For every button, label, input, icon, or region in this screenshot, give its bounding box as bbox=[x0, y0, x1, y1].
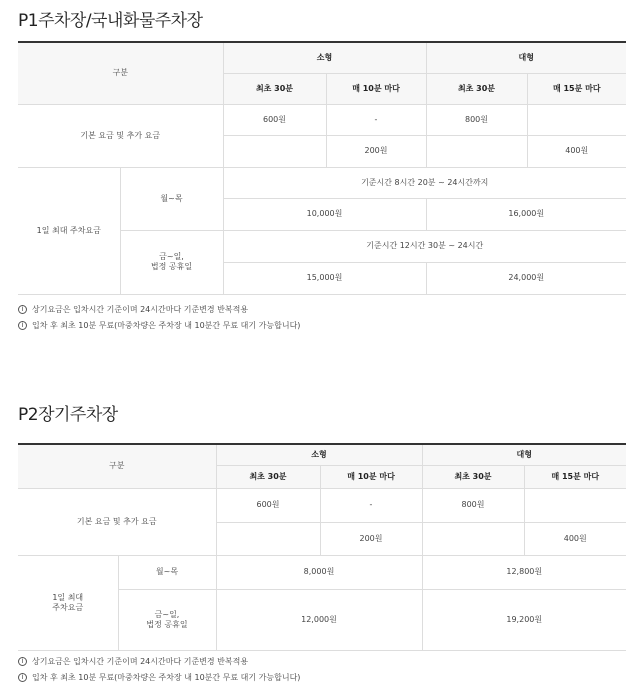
p2-notes bbox=[18, 654, 626, 686]
p1-weekday-label: 월~목 bbox=[120, 167, 223, 230]
p1-weekend-small: 15,000원 bbox=[223, 262, 426, 294]
p2-base-small-first: 600원 bbox=[216, 488, 320, 522]
p2-header-small-first30: 최초 30분 bbox=[216, 465, 320, 488]
p1-weekend-label bbox=[120, 230, 223, 294]
p2-base-small-per: - bbox=[320, 488, 422, 522]
p1-add-small-first bbox=[223, 135, 326, 167]
p1-weekend-label-line1: 금~일, bbox=[159, 252, 184, 261]
info-circle-icon: i bbox=[18, 305, 27, 314]
p1-weekend-note: 기준시간 12시간 30분 ~ 24시간 bbox=[223, 230, 626, 262]
p2-add-small-first bbox=[216, 522, 320, 555]
p2-weekday-small: 8,000원 bbox=[216, 555, 422, 589]
p1-weekend-large: 24,000원 bbox=[426, 262, 626, 294]
p1-note-text-2: 입차 후 최초 10분 무료(마중차량은 주차장 내 10분간 무료 대기 가능합니다) bbox=[32, 321, 301, 330]
p2-title: P2장기주차장 bbox=[18, 405, 118, 425]
p1-note-text-1: 상기요금은 입차시간 기준이며 24시간마다 기준변경 반복적용 bbox=[32, 305, 249, 314]
info-circle-icon: i bbox=[18, 321, 27, 330]
p2-note-text-2: 입차 후 최초 10분 무료(마중차량은 주차장 내 10분간 무료 대기 가능합니다) bbox=[32, 673, 301, 682]
p2-weekday-large: 12,800원 bbox=[422, 555, 626, 589]
p2-daily-max-label bbox=[18, 555, 118, 650]
p2-note bbox=[18, 670, 626, 686]
p2-weekday-label: 월~목 bbox=[118, 555, 216, 589]
p2-add-large-first bbox=[422, 522, 524, 555]
p1-base-fee-label: 기본 요금 및 추가 요금 bbox=[18, 104, 223, 167]
p2-header-large-per15: 매 15분 마다 bbox=[524, 465, 626, 488]
p1-weekend-label-line2: 법정 공휴일 bbox=[150, 262, 193, 271]
p1-header-small-per10: 매 10분 마다 bbox=[326, 73, 426, 104]
p2-header-large: 대형 bbox=[422, 444, 626, 465]
p2-base-large-per bbox=[524, 488, 626, 522]
p1-header-large-per15: 매 15분 마다 bbox=[527, 73, 626, 104]
p2-weekend-large: 19,200원 bbox=[422, 589, 626, 650]
p1-add-small-per: 200원 bbox=[326, 135, 426, 167]
p1-base-small-first: 600원 bbox=[223, 104, 326, 135]
p2-weekend-label-line1: 금~일, bbox=[154, 609, 180, 619]
p2-fee-table bbox=[18, 443, 626, 651]
p1-section bbox=[18, 6, 626, 334]
p1-note bbox=[18, 318, 626, 334]
info-circle-icon: i bbox=[18, 673, 27, 682]
p1-base-large-first: 800원 bbox=[426, 104, 527, 135]
p1-add-large-first bbox=[426, 135, 527, 167]
info-circle-icon: i bbox=[18, 657, 27, 666]
p2-add-small-per: 200원 bbox=[320, 522, 422, 555]
p2-note bbox=[18, 654, 626, 670]
p2-weekend-small: 12,000원 bbox=[216, 589, 422, 650]
p1-notes bbox=[18, 302, 626, 334]
p1-title: P1주차장/국내화물주차장 bbox=[18, 11, 203, 31]
p2-daily-max-label-line1: 1일 최대 bbox=[52, 592, 84, 602]
p1-note bbox=[18, 302, 626, 318]
p2-weekend-label-line2: 법정 공휴일 bbox=[146, 619, 188, 629]
p1-weekday-note: 기준시간 8시간 20분 ~ 24시간까지 bbox=[223, 167, 626, 198]
p1-header-large: 대형 bbox=[426, 42, 626, 73]
p2-header-small: 소형 bbox=[216, 444, 422, 465]
p2-note-text-1: 상기요금은 입차시간 기준이며 24시간마다 기준변경 반복적용 bbox=[32, 657, 249, 666]
p1-base-large-per bbox=[527, 104, 626, 135]
p2-header-gubun: 구분 bbox=[18, 444, 216, 488]
p2-weekend-label bbox=[118, 589, 216, 650]
p1-add-large-per: 400원 bbox=[527, 135, 626, 167]
p2-daily-max-label-line2: 주차요금 bbox=[52, 602, 84, 612]
p1-weekday-small: 10,000원 bbox=[223, 198, 426, 230]
p1-daily-max-label: 1일 최대 주차요금 bbox=[18, 167, 120, 294]
p1-fee-table bbox=[18, 41, 626, 295]
p2-add-large-per: 400원 bbox=[524, 522, 626, 555]
p1-base-small-per: - bbox=[326, 104, 426, 135]
p1-header-gubun: 구분 bbox=[18, 42, 223, 104]
p1-header-small: 소형 bbox=[223, 42, 426, 73]
p2-base-large-first: 800원 bbox=[422, 488, 524, 522]
p2-section bbox=[18, 400, 626, 686]
p1-header-small-first30: 최초 30분 bbox=[223, 73, 326, 104]
p1-weekday-large: 16,000원 bbox=[426, 198, 626, 230]
p2-base-fee-label: 기본 요금 및 추가 요금 bbox=[18, 488, 216, 555]
p2-header-large-first30: 최초 30분 bbox=[422, 465, 524, 488]
p1-header-large-first30: 최초 30분 bbox=[426, 73, 527, 104]
p2-header-small-per10: 매 10분 마다 bbox=[320, 465, 422, 488]
